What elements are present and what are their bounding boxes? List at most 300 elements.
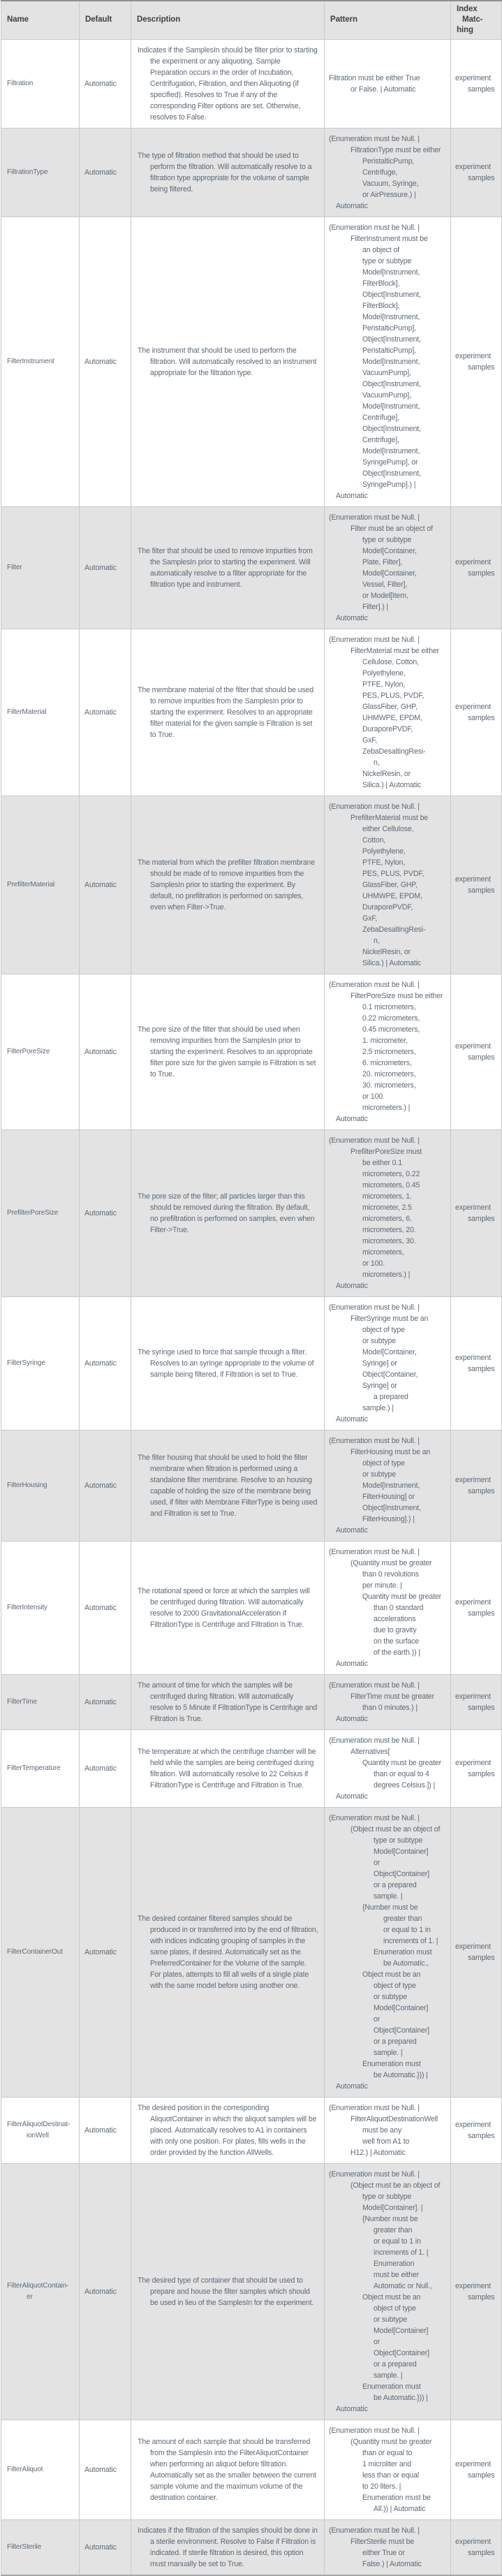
index-matching-cell-line: samples <box>468 1703 495 1712</box>
table-row <box>1 1807 502 2097</box>
pattern-cell-line: SyringePump].) | <box>362 480 416 489</box>
option-name-cell-line: FilterMaterial <box>7 708 47 716</box>
pattern-cell-line: Object[Instrument, <box>362 379 421 388</box>
pattern-cell-line: Vessel, Filter], <box>362 580 408 589</box>
index-matching-cell-line: samples <box>468 2471 495 2480</box>
pattern-cell-line: Object[Instrument, <box>362 335 421 344</box>
option-name-cell <box>1 796 80 974</box>
index-matching-cell-line: experiment <box>455 2120 491 2129</box>
pattern-cell-line: (Enumeration must be Null. | <box>329 2426 420 2435</box>
option-name-cell <box>1 1296 80 1430</box>
pattern-cell-line: sample. | <box>374 2371 403 2380</box>
pattern-cell-line: or Model[Item, <box>362 591 408 600</box>
description-cell <box>131 1541 325 1674</box>
pattern-cell-line: 0.45 micrometers, <box>362 1025 420 1034</box>
index-matching-cell-line: samples <box>468 363 495 372</box>
pattern-cell-line: or a prepared <box>374 2037 417 2046</box>
description-text: The membrane material of the filter that should be used to remove impurities from the SamplesIn prior to starting the experiment. Resolves to an appropriate filter material for the given sample is Filtration is set to True. <box>138 685 314 739</box>
index-matching-cell-line: experiment <box>455 1353 491 1362</box>
option-name-cell-line: ionWell <box>27 2131 49 2139</box>
index-matching-cell <box>451 2097 502 2163</box>
pattern-cell-line: FilterBlock], <box>362 301 400 310</box>
header-index-line: hing <box>457 26 473 35</box>
pattern-cell-line: micrometers, 0.45 <box>362 1180 420 1190</box>
pattern-cell-line: Automatic <box>336 491 368 500</box>
pattern-cell-line: NickelResin, or <box>362 947 411 956</box>
pattern-cell-line: Enumeration must be <box>362 2493 431 2502</box>
pattern-cell-line: Polyethylene, <box>362 847 406 856</box>
option-name-cell <box>1 1430 80 1541</box>
pattern-cell-line: Automatic <box>336 613 368 622</box>
option-name-cell-line: FilterContainerOut <box>7 1947 63 1956</box>
column-header-index-matching <box>451 1 502 39</box>
index-matching-cell-line: experiment <box>455 1203 491 1212</box>
index-matching-cell-line: samples <box>468 2548 495 2557</box>
pattern-cell-line: Centrifuge, <box>362 168 398 177</box>
pattern-cell-line: (Enumeration must be Null. | <box>329 1547 420 1556</box>
pattern-cell-line: or <box>374 2014 381 2024</box>
index-matching-cell <box>451 796 502 974</box>
pattern-cell-line: micrometers, 0.22 <box>362 1169 420 1178</box>
table-row <box>1 1430 502 1541</box>
pattern-cell <box>325 506 451 629</box>
description-cell <box>131 629 325 796</box>
index-matching-cell-line: experiment <box>455 162 491 171</box>
description-text: Indicates if the filtration of the samples should be done in a sterile environment. Resolve to False if Filtration is indicated. If sterile filtration is desired, this option must manually be set to True. <box>138 2526 318 2568</box>
table-row <box>1 1674 502 1729</box>
pattern-cell-line: either True or <box>362 2548 405 2557</box>
index-matching-cell-line: experiment <box>455 702 491 711</box>
pattern-cell-line: Cotton, <box>362 835 386 844</box>
pattern-cell-line: PES, PLUS, PVDF, <box>362 691 425 700</box>
pattern-cell-line: Automatic <box>336 2081 368 2091</box>
table-row <box>1 2420 502 2519</box>
pattern-cell-line: Model[Instrument, <box>362 446 420 455</box>
pattern-cell-line: or a prepared <box>374 1880 417 1889</box>
pattern-cell-line: less than or equal <box>362 2471 419 2480</box>
index-matching-cell <box>451 629 502 796</box>
description-text: The instrument that should be used to perform the filtration. Will automatically resolved to an instrument appropriate for the filtration type. <box>138 346 317 377</box>
option-name-cell <box>1 1807 80 2097</box>
column-header-default: Default <box>80 1 131 39</box>
pattern-cell-line: SyringePump], or <box>362 458 418 467</box>
pattern-cell-line: 20. micrometers, <box>362 1069 416 1078</box>
index-matching-cell-line: experiment <box>455 1692 491 1701</box>
index-matching-cell <box>451 217 502 506</box>
pattern-cell-line: or equal to 1 in <box>374 2237 421 2246</box>
pattern-cell-line: PeristalticPump, <box>362 156 415 166</box>
pattern-cell <box>325 1541 451 1674</box>
table-row <box>1 629 502 796</box>
default-value-cell: Automatic <box>80 2097 131 2163</box>
option-name-cell-line: FilterSyringe <box>7 1359 45 1367</box>
index-matching-cell-line: experiment <box>455 1475 491 1484</box>
pattern-cell-line: PrefilterPoreSize must <box>350 1147 422 1156</box>
pattern-cell <box>325 629 451 796</box>
pattern-cell-line: Plate, Filter], <box>362 557 403 566</box>
pattern-cell-line: micrometer, 2.5 <box>362 1203 412 1212</box>
index-matching-cell-line: samples <box>468 713 495 722</box>
table-row <box>1 2097 502 2163</box>
table-row <box>1 2519 502 2575</box>
pattern-cell-line: (Enumeration must be Null. | <box>329 2103 420 2112</box>
pattern-cell-line: micrometers.) | <box>362 1103 411 1112</box>
default-value-cell: Automatic <box>80 1729 131 1807</box>
index-matching-cell-line: samples <box>468 1053 495 1062</box>
pattern-cell-line: FilterTime must be greater <box>350 1692 434 1701</box>
pattern-cell-line: Model[Instrument, <box>362 357 420 366</box>
index-matching-cell-line: experiment <box>455 1041 491 1051</box>
index-matching-cell-line: experiment <box>455 557 491 566</box>
header-index-line: Index <box>457 5 478 14</box>
description-cell <box>131 39 325 128</box>
index-matching-cell-line: samples <box>468 1364 495 1373</box>
table-row <box>1 2163 502 2420</box>
option-name-cell-line: FilterInstrument <box>7 357 54 365</box>
index-matching-cell <box>451 2420 502 2519</box>
pattern-cell-line: Silica.) | Automatic <box>362 958 421 967</box>
pattern-cell-line: (Enumeration must be Null. | <box>329 2169 420 2179</box>
pattern-cell-line: Model[Instrument, <box>362 268 420 277</box>
pattern-cell-line: 1 microliter and <box>362 2459 412 2468</box>
pattern-cell <box>325 1729 451 1807</box>
description-cell <box>131 1729 325 1807</box>
pattern-cell-line: Model[Instrument, <box>362 312 420 321</box>
index-matching-cell-line: samples <box>468 569 495 578</box>
header-index-line: Matc- <box>462 15 483 24</box>
pattern-cell-line: or subtype <box>374 2315 407 2324</box>
pattern-cell <box>325 1807 451 2097</box>
pattern-cell-line: Filter].) | <box>362 602 389 611</box>
description-cell <box>131 128 325 217</box>
pattern-cell-line: PeristalticPump], <box>362 346 416 355</box>
description-text: The pore size of the filter; all particles larger than this should be removed during the filtration. By default, no prefiltration is performed on samples, even when Filter->True. <box>138 1192 315 1234</box>
pattern-cell-line: Centrifuge], <box>362 413 399 422</box>
table-body <box>1 39 502 2575</box>
pattern-cell-line: Alternatives[ <box>350 1747 390 1756</box>
pattern-cell-line: FilterPoreSize must be either <box>350 991 443 1000</box>
pattern-cell-line: (Enumeration must be Null. | <box>329 1813 420 1822</box>
option-name-cell <box>1 1541 80 1674</box>
column-header-pattern: Pattern <box>325 1 451 39</box>
pattern-cell-line: GxF, <box>362 736 378 745</box>
pattern-cell-line: 0.22 micrometers, <box>362 1013 420 1023</box>
description-text: The amount of time for which the samples will be centrifuged during filtration. Will automatically resolve to 5 Minute if FiltrationType is Centrifuge and Filtration is True. <box>138 1681 318 1723</box>
pattern-cell-line: (Enumeration must be Null. | <box>329 2526 420 2535</box>
option-name-cell <box>1 629 80 796</box>
pattern-cell-line: Syringe] or <box>362 1359 397 1368</box>
pattern-cell-line: be Automatic.})) | <box>374 2393 428 2402</box>
pattern-cell-line: All.)) | Automatic <box>374 2504 426 2513</box>
description-text: The desired position in the corresponding AliquotContainer in which the aliquot samples will be placed. Automatically resolves to A1 in containers with only one position. For plates, fills wells in the order provided by the function AllWells. <box>138 2103 317 2157</box>
pattern-cell-line: Centrifuge], <box>362 435 399 444</box>
pattern-cell-line: or <box>374 2337 381 2346</box>
pattern-cell-line: or equal to 1 in <box>383 1925 431 1934</box>
description-cell <box>131 1674 325 1729</box>
option-name-cell <box>1 128 80 217</box>
pattern-cell-line: PTFE, Nylon, <box>362 858 406 867</box>
table-row <box>1 128 502 217</box>
pattern-cell-line: Automatic <box>336 1714 368 1723</box>
pattern-cell-line: either Cellulose, <box>362 824 414 833</box>
table-row <box>1 796 502 974</box>
option-name-cell-line: er <box>27 2292 33 2301</box>
option-name-cell <box>1 2519 80 2575</box>
pattern-cell-line: sample. | <box>374 1891 403 1901</box>
pattern-cell-line: H12.) | Automatic <box>350 2148 406 2157</box>
index-matching-cell-line: experiment <box>455 1758 491 1767</box>
pattern-cell-line: on the surface <box>374 1637 420 1646</box>
pattern-cell-line: Automatic <box>336 1281 368 1290</box>
options-table <box>1 0 502 2576</box>
pattern-cell-line: Filtration must be either True <box>329 73 420 82</box>
column-header-description: Description <box>131 1 325 39</box>
pattern-cell-line: must be any <box>362 2125 402 2135</box>
pattern-cell-line: Automatic <box>336 2404 368 2413</box>
pattern-cell-line: UHMWPE, EPDM, <box>362 891 422 900</box>
description-cell <box>131 2420 325 2519</box>
option-name-cell-line: PrefilterPoreSize <box>7 1208 59 1217</box>
pattern-cell-line: 30. micrometers, <box>362 1081 416 1090</box>
table-row <box>1 1541 502 1674</box>
pattern-cell-line: FilterInstrument must be <box>350 234 428 243</box>
index-matching-cell <box>451 1129 502 1296</box>
pattern-cell-line: be Automatic., <box>383 1959 429 1968</box>
pattern-cell-line: (Enumeration must be Null. | <box>329 1136 420 1145</box>
pattern-cell-line: increments of 1. | <box>383 1936 438 1945</box>
pattern-cell-line: Object must be an <box>362 1970 421 1979</box>
pattern-cell-line: ZebaDesaltingResi- <box>362 747 426 756</box>
pattern-cell-line: FiltrationType must be either <box>350 145 441 154</box>
pattern-cell-line: greater than <box>383 1914 422 1923</box>
pattern-cell-line: n, <box>374 936 380 945</box>
description-text: The material from which the prefilter filtration membrane should be made of to remove impurities from the SamplesIn prior to starting the experiment. By default, no prefiltration is performed on samples, even when Filter->True. <box>138 858 316 912</box>
pattern-cell-line: (Enumeration must be Null. | <box>329 513 420 522</box>
pattern-cell-line: than 0 minutes.) | <box>362 1703 418 1712</box>
table-row <box>1 974 502 1129</box>
pattern-cell <box>325 128 451 217</box>
index-matching-cell-line: experiment <box>455 73 491 82</box>
option-name-cell <box>1 1674 80 1729</box>
option-name-cell <box>1 2097 80 2163</box>
pattern-cell-line: Enumeration must <box>374 1947 432 1956</box>
default-value-cell: Automatic <box>80 128 131 217</box>
pattern-cell-line: micrometers, 1. <box>362 1192 412 1201</box>
option-name-cell-line: PrefilterMaterial <box>7 880 55 888</box>
description-text: The pore size of the filter that should be used when removing impurities from the SamplesIn prior to starting the experiment. Resolves to an appropriate filter pore size for the given sample is Filtration is set to True. <box>138 1025 316 1078</box>
pattern-cell-line: PES, PLUS, PVDF, <box>362 869 425 878</box>
pattern-cell-line: or 100. <box>362 1259 385 1268</box>
index-matching-cell-line: samples <box>468 1609 495 1618</box>
index-matching-cell-line: samples <box>468 1769 495 1778</box>
column-header-name: Name <box>1 1 80 39</box>
option-name-cell-line: FilterSterile <box>7 2542 42 2551</box>
description-text: The desired type of container that should be used to prepare and house the filter samples which should be used in lieu of the SamplesIn for the experiment. <box>138 2276 314 2307</box>
pattern-cell-line: than 0 revolutions <box>362 1569 419 1579</box>
pattern-cell-line: n, <box>374 758 380 767</box>
pattern-cell-line: FilterSterile must be <box>350 2537 415 2546</box>
pattern-cell-line: or AirPressure.) | <box>362 190 416 199</box>
pattern-cell <box>325 1129 451 1296</box>
pattern-cell-line: VacuumPump], <box>362 368 411 377</box>
description-cell <box>131 974 325 1129</box>
pattern-cell-line: Filter must be an object of <box>350 524 433 533</box>
pattern-cell-line: or <box>374 1858 381 1867</box>
index-matching-cell-line: experiment <box>455 2281 491 2290</box>
index-matching-cell <box>451 39 502 128</box>
pattern-cell-line: FilterMaterial must be either <box>350 646 439 655</box>
pattern-cell-line: or 100. <box>362 1092 385 1101</box>
description-cell <box>131 2163 325 2420</box>
pattern-cell-line: Object[Container] <box>374 2026 429 2035</box>
pattern-cell-line: (Enumeration must be Null. | <box>329 802 420 811</box>
pattern-cell-line: PTFE, Nylon, <box>362 680 406 689</box>
pattern-cell-line: sample. | <box>374 2048 403 2057</box>
description-text: The temperature at which the centrifuge chamber will be held while the samples are being centrifuged during filtration. Will automatically resolve to 22 Celsius if FiltrationType is Centrifuge and Filtration is True. <box>138 1747 316 1790</box>
pattern-cell-line: Model[Container, <box>362 569 417 578</box>
description-text: The desired container filtered samples should be produced in or transferred into by the end of filtration, with indices indicating grouping of samples in the same plates, if desired. Automatically set as the PreferredContainer for the Volume of the sample. For plates, attempts to fill all wells of a single plate with the same model before using another one. <box>138 1914 318 1990</box>
pattern-cell-line: type or subtype <box>362 256 412 265</box>
description-cell <box>131 217 325 506</box>
pattern-cell-line: Vacuum, Syringe, <box>362 179 419 188</box>
pattern-cell-line: than or equal to <box>362 2448 413 2457</box>
pattern-cell-line: Object must be an <box>362 2292 421 2301</box>
pattern-cell-line: object of type <box>362 1458 405 1468</box>
pattern-cell-line: degrees Celsius.]) | <box>374 1780 436 1790</box>
description-cell <box>131 1129 325 1296</box>
description-text: The filter that should be used to remove impurities from the SamplesIn prior to starting the experiment. Will automatically resolve to a filter appropriate for the filtration type and instrument. <box>138 546 313 589</box>
pattern-cell-line: an object of <box>362 245 399 254</box>
pattern-cell-line: (Enumeration must be Null. | <box>329 1736 420 1745</box>
pattern-cell-line: VacuumPump], <box>362 390 411 400</box>
pattern-cell-line: Syringe] or <box>362 1381 397 1390</box>
table-header-row <box>1 1 502 39</box>
index-matching-cell-line: samples <box>468 2292 495 2301</box>
default-value-cell: Automatic <box>80 1674 131 1729</box>
pattern-cell-line: or subtype <box>362 1336 396 1345</box>
pattern-cell-line: DuraporePVDF, <box>362 902 413 912</box>
index-matching-cell-line: samples <box>468 1953 495 1962</box>
default-value-cell: Automatic <box>80 796 131 974</box>
pattern-cell-line: FilterSyringe must be an <box>350 1314 429 1323</box>
pattern-cell-line: Polyethylene, <box>362 668 406 678</box>
pattern-cell-line: Object[Instrument, <box>362 1503 421 1512</box>
table-row <box>1 1729 502 1807</box>
pattern-cell-line: (Enumeration must be Null. | <box>329 980 420 989</box>
pattern-cell-line: micrometers, 30. <box>362 1236 416 1245</box>
pattern-cell-line: Automatic <box>336 1792 368 1801</box>
pattern-cell-line: object of type <box>374 1981 416 1990</box>
pattern-cell-line: DuraporePVDF, <box>362 724 413 733</box>
pattern-cell-line: Automatic <box>336 1525 368 1535</box>
index-matching-cell-line: samples <box>468 1486 495 1495</box>
pattern-cell-line: FilterHousing] or <box>362 1492 415 1501</box>
option-name-cell <box>1 974 80 1129</box>
pattern-cell-line: Object[Instrument, <box>362 469 421 478</box>
pattern-cell <box>325 1430 451 1541</box>
default-value-cell: Automatic <box>80 629 131 796</box>
default-value-cell: Automatic <box>80 217 131 506</box>
default-value-cell: Automatic <box>80 506 131 629</box>
pattern-cell-line: object of type <box>374 2304 416 2313</box>
pattern-cell-line: Quantity must be greater <box>362 1758 441 1767</box>
index-matching-cell-line: experiment <box>455 874 491 884</box>
pattern-cell-line: FilterHousing must be an <box>350 1447 431 1456</box>
index-matching-cell <box>451 1541 502 1674</box>
pattern-cell-line: Model[Container] <box>374 1847 429 1856</box>
index-matching-cell-line: experiment <box>455 2537 491 2546</box>
table-row <box>1 217 502 506</box>
pattern-cell-line: (Quantity must be greater <box>350 2437 432 2446</box>
pattern-cell-line: type or subtype <box>362 2192 412 2201</box>
pattern-cell-line: (Enumeration must be Null. | <box>329 134 420 143</box>
pattern-cell <box>325 39 451 128</box>
index-matching-cell-line: samples <box>468 85 495 94</box>
description-text: The type of filtration method that should be used to perform the filtration. Will automatically resolve to a filtration type appropriate for the volume of sample being filtered. <box>138 151 312 193</box>
description-cell <box>131 1807 325 2097</box>
option-name-cell-line: FilterAliquotDestinat- <box>7 2120 71 2128</box>
pattern-cell-line: Quantity must be greater <box>362 1592 441 1601</box>
index-matching-cell <box>451 1674 502 1729</box>
pattern-cell-line: Object[Container] <box>374 2348 429 2357</box>
index-matching-cell <box>451 2519 502 2575</box>
option-name-cell <box>1 1129 80 1296</box>
description-text: The syringe used to force that sample through a filter. Resolves to an syringe appropriate to the volume of sample being filtered, if Filtration is set to True. <box>138 1347 314 1379</box>
description-text: The amount of each sample that should be transferred from the SamplesIn into the FilterAliquotContainer when performing an aliquot before filtration. Automatically set as the smaller between the current sample volume and the maximum volume of the destination container. <box>138 2437 316 2502</box>
pattern-cell-line: per minute. | <box>362 1581 402 1590</box>
index-matching-cell <box>451 128 502 217</box>
pattern-cell-line: Automatic or Null., <box>374 2281 432 2290</box>
pattern-cell-line: greater than <box>374 2225 413 2234</box>
pattern-cell-line: FilterBlock], <box>362 279 400 288</box>
pattern-cell-line: well from A1 to <box>362 2137 410 2146</box>
pattern-cell-line: (Enumeration must be Null. | <box>329 1436 420 1445</box>
pattern-cell-line: be either 0.1 <box>362 1158 402 1167</box>
pattern-cell-line: FilterAliquotDestinationWell <box>350 2114 438 2123</box>
pattern-cell-line: micrometers, <box>362 1247 404 1257</box>
pattern-cell-line: Enumeration <box>374 2259 415 2268</box>
option-name-cell <box>1 217 80 506</box>
pattern-cell <box>325 974 451 1129</box>
default-value-cell: Automatic <box>80 1430 131 1541</box>
pattern-cell-line: sample.) | <box>362 1403 394 1412</box>
table-row <box>1 506 502 629</box>
pattern-cell-line: Model[Container] <box>374 2326 429 2335</box>
table-row <box>1 1129 502 1296</box>
option-name-cell <box>1 1729 80 1807</box>
table-row <box>1 1296 502 1430</box>
pattern-cell-line: than 0 standard <box>374 1603 424 1612</box>
default-value-cell: Automatic <box>80 1129 131 1296</box>
description-cell <box>131 1296 325 1430</box>
option-name-cell <box>1 506 80 629</box>
pattern-cell-line: due to gravity <box>374 1625 417 1634</box>
pattern-cell-line: Automatic <box>336 1114 368 1123</box>
index-matching-cell <box>451 1807 502 2097</box>
option-name-cell-line: Filter <box>7 563 22 571</box>
index-matching-cell <box>451 506 502 629</box>
index-matching-cell-line: experiment <box>455 1597 491 1607</box>
pattern-cell-line: PrefilterMaterial must be <box>350 813 429 822</box>
pattern-cell-line: object of type <box>362 1325 405 1334</box>
pattern-cell-line: Model[Container, <box>362 1347 417 1356</box>
index-matching-cell-line: samples <box>468 1214 495 1223</box>
pattern-cell-line: (Object must be an object of <box>350 2181 441 2190</box>
index-matching-cell-line: experiment <box>455 1942 491 1951</box>
pattern-cell-line: type or subtype <box>374 1836 423 1845</box>
option-name-cell-line: FilterTemperature <box>7 1764 61 1772</box>
pattern-cell <box>325 217 451 506</box>
